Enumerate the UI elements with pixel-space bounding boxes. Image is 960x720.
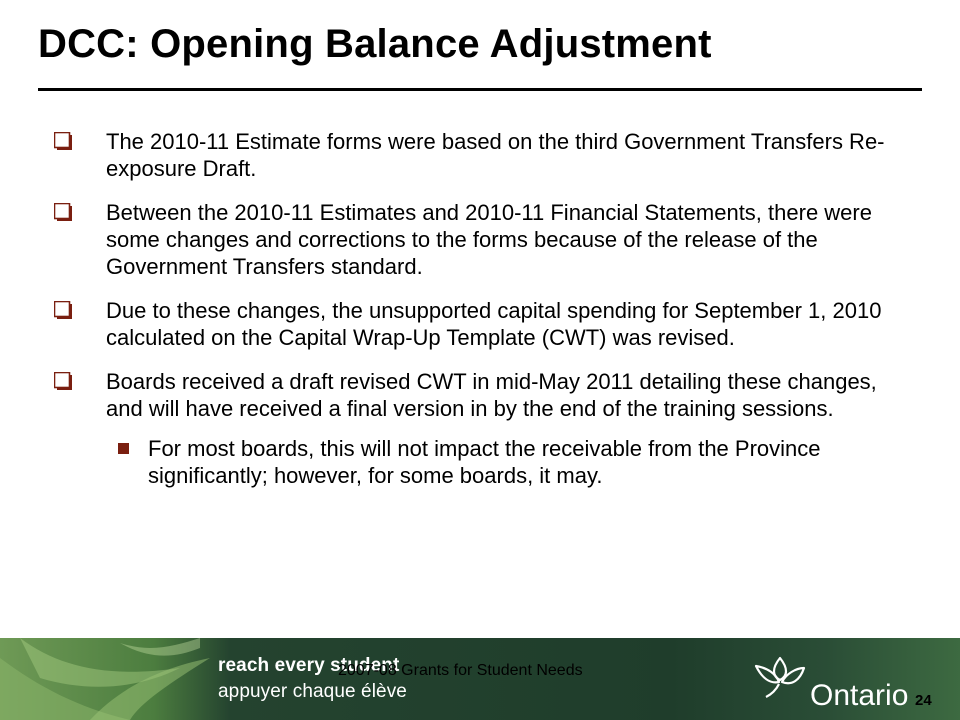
footer-note: 2007-08 Grants for Student Needs bbox=[338, 662, 583, 679]
trillium-logo-icon bbox=[752, 654, 808, 700]
hollow-square-bullet-icon bbox=[54, 203, 74, 223]
bullet-item bbox=[52, 297, 912, 351]
slide-title: DCC: Opening Balance Adjustment bbox=[38, 22, 712, 66]
title-divider bbox=[38, 88, 922, 91]
bullet-text: Between the 2010-11 Estimates and 2010-11 Financial Statements, there were some changes and corrections to the forms because of the release of the Government Transfers standard. bbox=[106, 200, 872, 279]
filled-square-bullet-icon bbox=[118, 443, 129, 454]
bullet-text: Due to these changes, the unsupported capital spending for September 1, 2010 calculated on the Capital Wrap-Up Template (CWT) was revised. bbox=[106, 298, 882, 350]
bullet-text: Boards received a draft revised CWT in mid-May 2011 detailing these changes, and will have received a final version in by the end of the training sessions. bbox=[106, 369, 877, 421]
ontario-wordmark: Ontario bbox=[810, 679, 909, 712]
tagline-french: appuyer chaque élève bbox=[218, 681, 407, 702]
hollow-square-bullet-icon bbox=[54, 301, 74, 321]
bullet-item bbox=[52, 199, 912, 280]
hollow-square-bullet-icon bbox=[54, 372, 74, 392]
sub-bullet-item bbox=[52, 435, 912, 489]
bullet-list bbox=[52, 128, 912, 489]
page-number: 24 bbox=[915, 692, 932, 709]
bullet-item bbox=[52, 368, 912, 422]
bullet-item bbox=[52, 128, 912, 182]
bullet-text: The 2010-11 Estimate forms were based on the third Government Transfers Re-exposure Draft. bbox=[106, 129, 885, 181]
sub-bullet-text: For most boards, this will not impact the receivable from the Province significantly; however, for some boards, it may. bbox=[148, 436, 821, 488]
hollow-square-bullet-icon bbox=[54, 132, 74, 152]
tagline-english: reach every student bbox=[218, 655, 400, 676]
